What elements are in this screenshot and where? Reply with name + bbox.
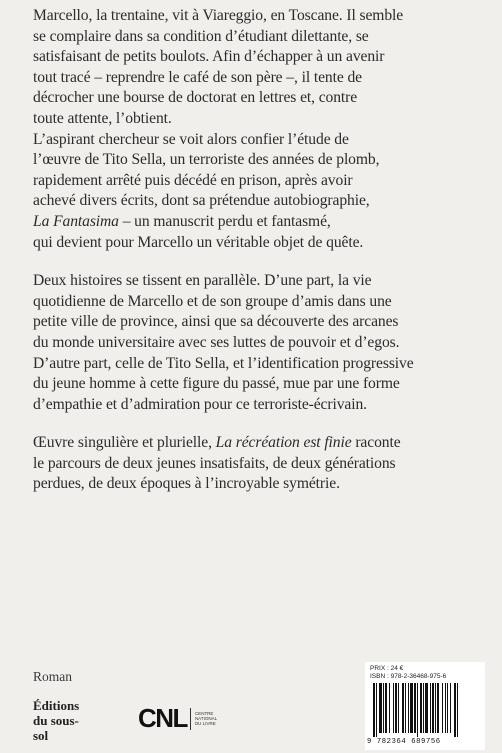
barcode-bar: [454, 683, 456, 737]
book-title-italic: La Fantasima: [33, 212, 119, 230]
blurb-line: perdues, de deux époques à l’incroyable symétrie.: [33, 475, 340, 493]
publisher-line: sol: [33, 728, 49, 743]
blurb-line: qui devient pour Marcello un véritable objet de quête.: [33, 233, 364, 251]
blurb-line-tail: raconte: [351, 434, 401, 452]
cnl-caption-line: NATIONAL: [194, 716, 218, 721]
blurb-paragraph-1: [33, 6, 478, 253]
barcode-bar: [445, 683, 446, 733]
blurb-line: Marcello, la trentaine, vit à Viareggio, en Toscane. Il semble: [33, 7, 404, 24]
cnl-logo-caption: [195, 711, 221, 726]
blurb-line-with-title: [33, 212, 478, 233]
isbn-label: ISBN : 978-2-36468-975-6: [370, 673, 447, 680]
barcode-bar: [417, 683, 418, 737]
barcode-icon: [371, 683, 479, 737]
blurb-line: quotidienne de Marcello et de son groupe d’amis dans une: [33, 292, 392, 310]
barcode-bar: [442, 683, 443, 733]
blurb-line: L’aspirant chercheur se voit alors confier l’étude de: [33, 130, 349, 148]
blurb-line: décrocher une bourse de doctorat en lettres et, contre: [33, 89, 358, 107]
barcode-sticker: [365, 662, 485, 750]
publisher-line: Éditions: [33, 698, 80, 713]
barcode-bar: [402, 683, 404, 733]
cnl-caption-line: CENTRE: [194, 711, 214, 716]
barcode-digits: 9 782364 689756: [367, 738, 441, 746]
blurb-paragraph-3: [33, 433, 478, 495]
barcode-bar: [435, 683, 436, 733]
barcode-bar: [414, 683, 416, 733]
barcode-bar: [398, 683, 399, 733]
blurb-line-with-title: [33, 433, 478, 454]
publisher-logo: [33, 698, 79, 743]
barcode-bar: [420, 683, 422, 733]
blurb-line: satisfaisant de petits boulots. Afin d’échapper à un avenir: [33, 48, 385, 66]
barcode-bar: [423, 683, 424, 733]
cnl-caption-line: DU LIVRE: [194, 721, 216, 726]
publisher-line: du sous-: [33, 713, 79, 728]
blurb-line: tout tracé – reprendre le café de son père –, il tente de: [33, 68, 362, 86]
blurb-line: toute attente, l’obtient.: [33, 109, 172, 127]
blurb-line-tail: – un manuscrit perdu et fantasmé,: [118, 212, 331, 230]
blurb-line: se complaire dans sa condition d’étudiant dilettante, se: [33, 27, 369, 45]
blurb-paragraph-2: [33, 271, 478, 415]
blurb-line: achevé divers écrits, dont sa prétendue autobiographie,: [33, 192, 370, 210]
barcode-bar: [450, 683, 451, 733]
blurb-line: du jeune homme à cette figure du passé, mue par une forme: [33, 375, 400, 393]
blurb-line: petite ville de province, ainsi que sa découverte des arcanes: [33, 313, 399, 331]
barcode-bar: [425, 683, 428, 733]
barcode-bar: [457, 683, 458, 737]
book-blurb: [33, 6, 478, 495]
barcode-bar: [385, 683, 387, 733]
book-title-italic: La récréation est finie: [215, 434, 352, 452]
barcode-bar: [405, 683, 406, 733]
barcode-bar: [432, 683, 434, 733]
blurb-line-start: Œuvre singulière et plurielle,: [33, 434, 216, 452]
barcode-bar: [437, 683, 439, 733]
cnl-logo-mark: CNL: [138, 703, 187, 733]
barcode-bar: [410, 683, 413, 733]
barcode-bar: [389, 683, 390, 733]
barcode-bar: [393, 683, 394, 733]
blurb-line: du monde universitaire avec ses luttes de pouvoir et d’egos.: [33, 333, 400, 351]
barcode-bar: [430, 683, 431, 733]
blurb-line: l’œuvre de Tito Sella, un terroriste des années de plomb,: [33, 151, 380, 169]
barcode-bar: [383, 683, 384, 733]
blurb-line: rapidement arrêté puis décédé en prison, après avoir: [33, 171, 353, 189]
barcode-bar: [376, 683, 377, 737]
blurb-line: Deux histoires se tissent en parallèle. D’une part, la vie: [33, 272, 372, 290]
barcode-bar: [447, 683, 448, 733]
barcode-bar: [408, 683, 409, 733]
blurb-line: D’autre part, celle de Tito Sella, et l’identification progressive: [33, 354, 414, 372]
cnl-logo-divider: [190, 708, 191, 730]
barcode-bar: [395, 683, 397, 733]
genre-label: Roman: [33, 669, 72, 684]
barcode-bar: [373, 683, 375, 737]
blurb-line: d’empathie et d’admiration pour ce terroriste-écrivain.: [33, 395, 367, 413]
price-label: PRIX : 24 €: [370, 665, 404, 672]
barcode-bar: [379, 683, 382, 733]
blurb-line: le parcours de deux jeunes insatisfaits, de deux générations: [33, 454, 396, 472]
cnl-logo: [138, 703, 221, 734]
